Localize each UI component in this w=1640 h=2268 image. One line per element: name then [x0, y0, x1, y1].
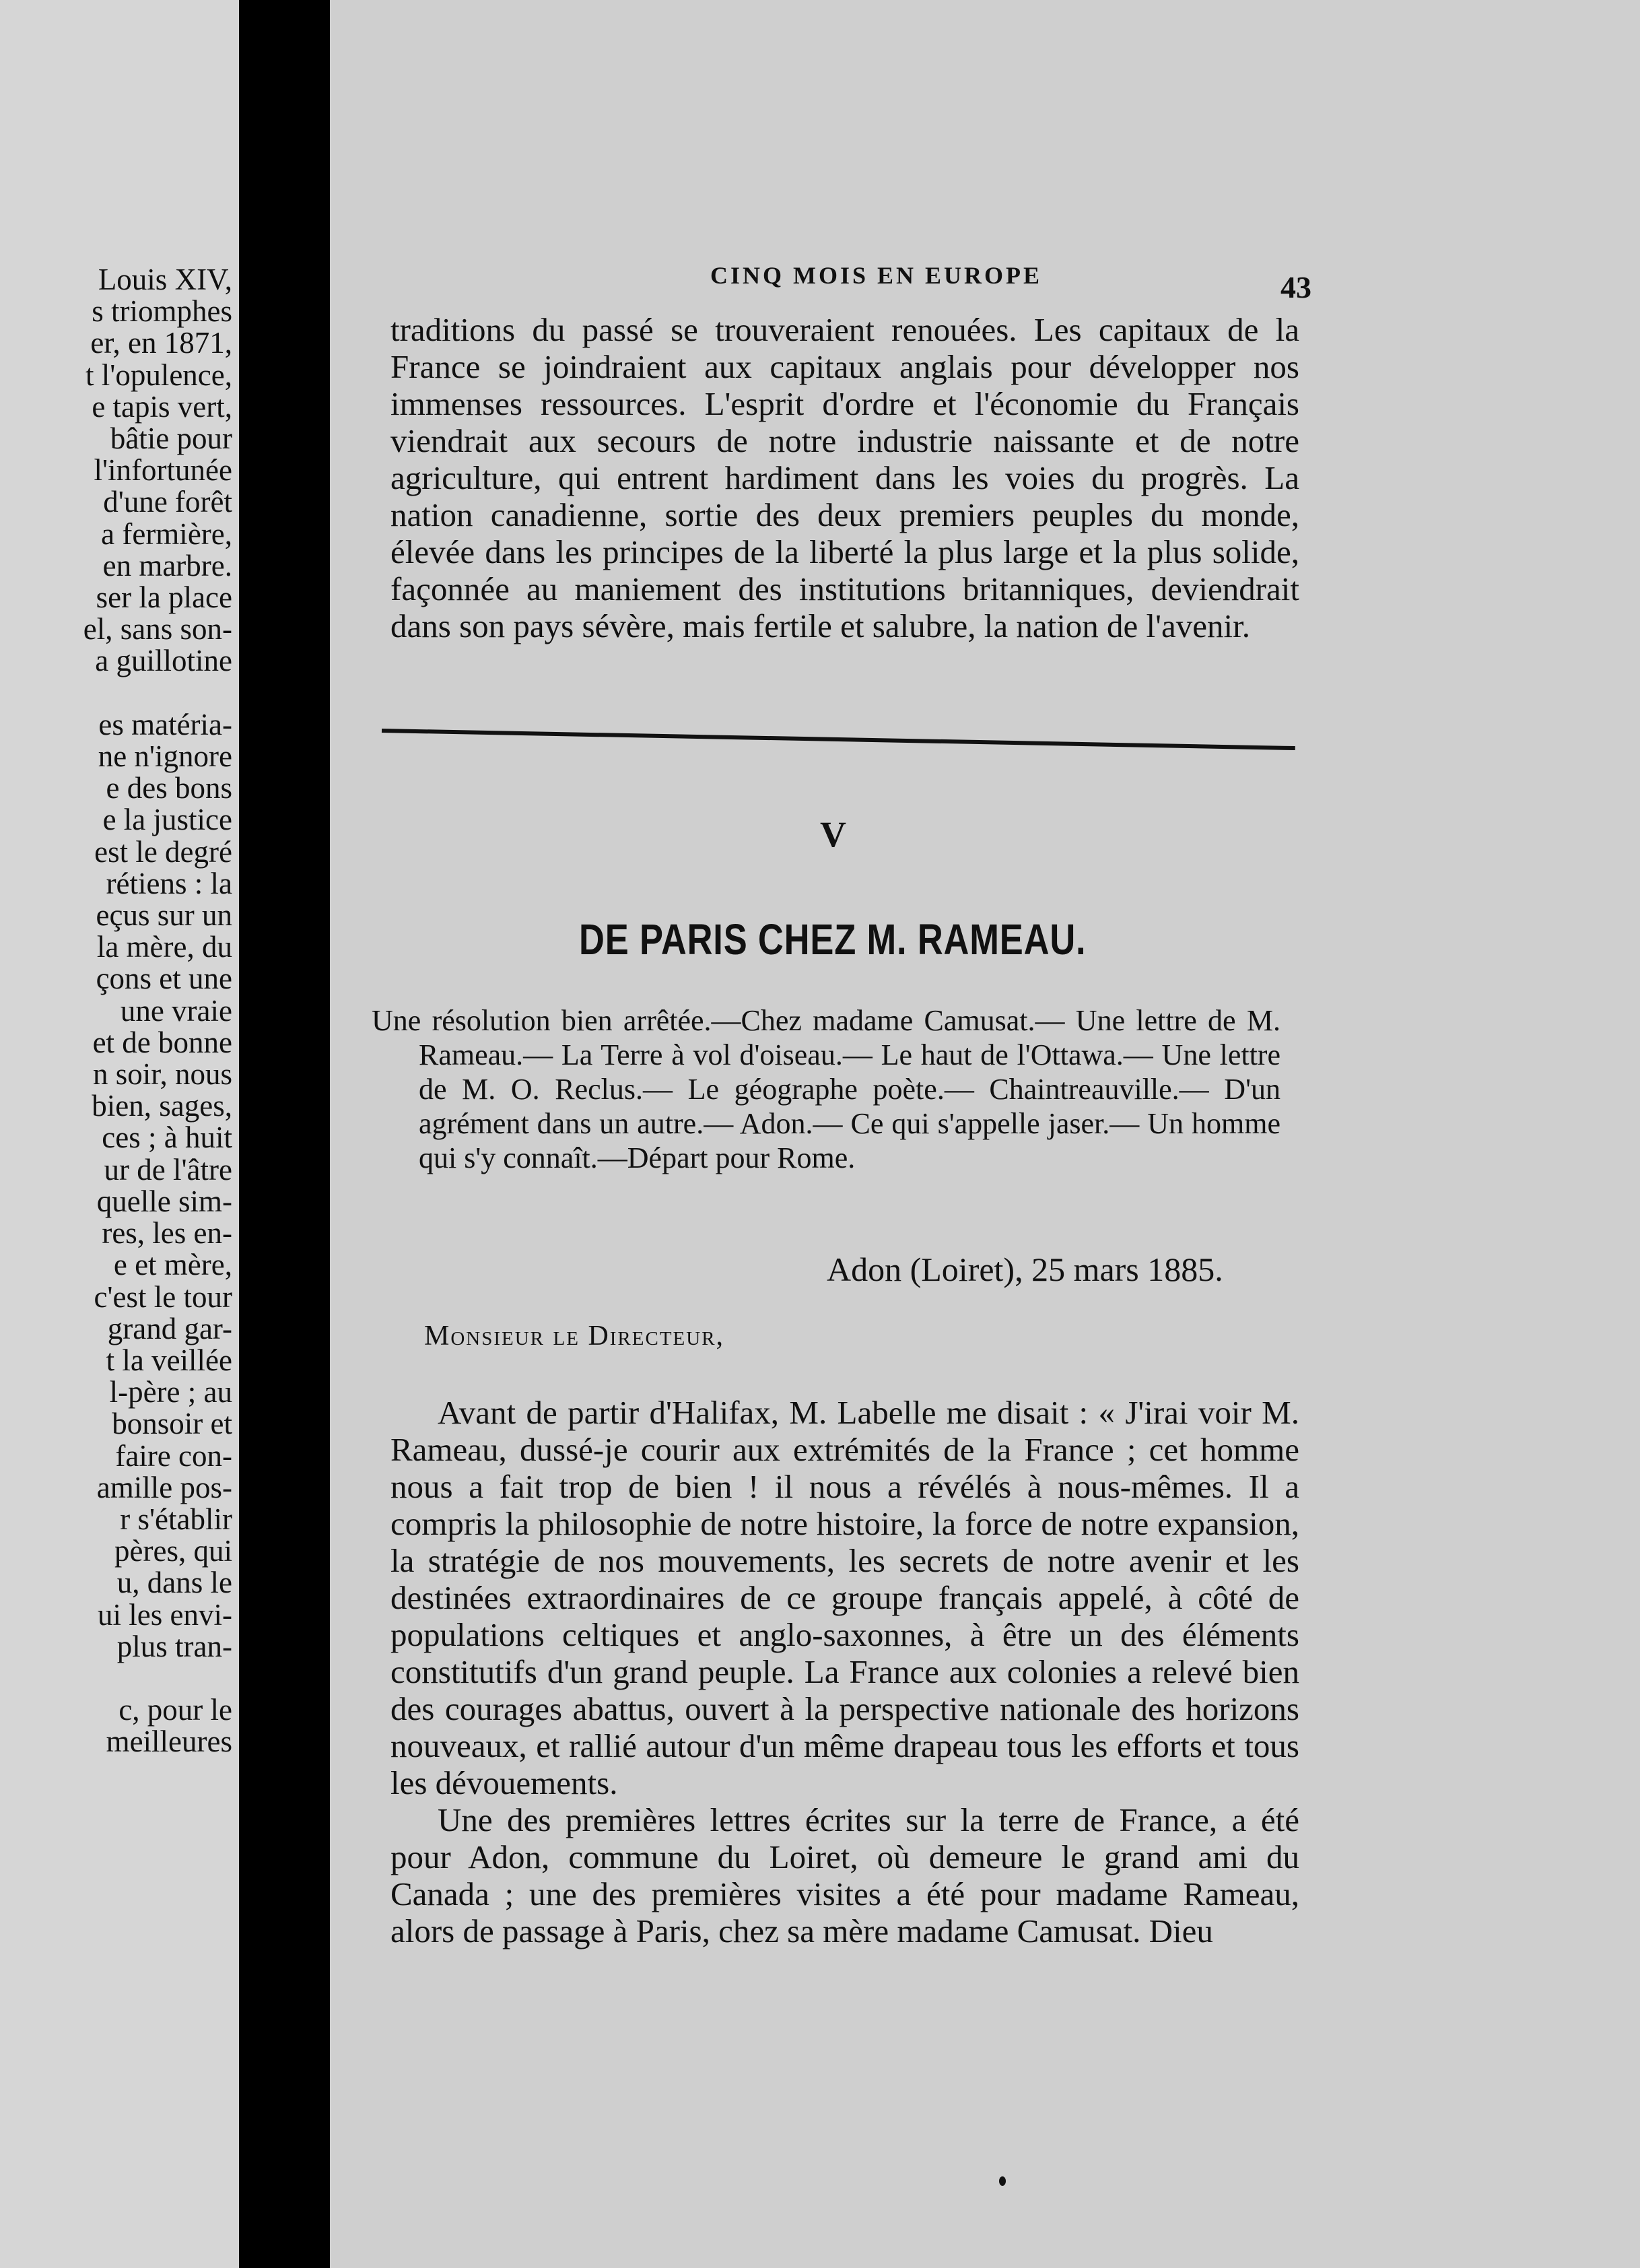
facing-page-line: e tapis vert,: [92, 389, 232, 424]
top-paragraph-block: [390, 311, 1299, 644]
facing-page-line: [0, 1663, 232, 1694]
facing-page-text: [0, 264, 232, 1758]
facing-page-line: ne n'ignore: [98, 739, 232, 774]
letter-paragraph-2: Une des premières lettres écrites sur la terre de France, a été pour Adon, commune du Loiret, où demeure le grand ami du Canada ; une des premières visites a été pour madame Rameau, alors de passage à Paris, chez sa mère madame Camusat. Dieu: [390, 1801, 1299, 1949]
facing-page-line: pères, qui: [114, 1534, 232, 1568]
continued-paragraph: traditions du passé se trouveraient renouées. Les capitaux de la France se joindraient aux capitaux anglais pour développer nos immenses ressources. L'esprit d'ordre et l'économie du Français viendrait aux secours de notre industrie naissante et de notre agriculture, qui entrent hardiment dans les voies du progrès. La nation canadienne, sortie des deux premiers peuples du monde, élevée dans les principes de la liberté la plus large et la plus solide, façonnée au maniement des institutions britanniques, deviendrait dans son pays sévère, mais fertile et salubre, la nation de l'avenir.: [390, 311, 1299, 644]
facing-page-line: çons et une: [96, 962, 232, 996]
facing-page-line: e des bons: [106, 771, 232, 805]
facing-page-line: t l'opulence,: [85, 358, 232, 392]
facing-page-line: ui les envi-: [98, 1597, 232, 1632]
facing-page-line: c'est le tour: [94, 1279, 232, 1314]
facing-page-line: u, dans le: [116, 1566, 232, 1600]
facing-page-line: a fermière,: [101, 516, 232, 551]
facing-page-line: en marbre.: [102, 548, 232, 582]
facing-page-line: amille pos-: [96, 1470, 232, 1504]
facing-page-line: est le degré: [94, 834, 232, 869]
facing-page-line: ces ; à huit: [102, 1121, 232, 1155]
facing-page-line: la mère, du: [96, 930, 232, 964]
facing-page-line: grand gar-: [107, 1311, 232, 1345]
book-gutter: [239, 0, 330, 2268]
chapter-summary-text: Une résolution bien arrêtée.—Chez madame Camusat.— Une lettre de M. Rameau.— La Terre à vol d'oiseau.— Le haut de l'Ottawa.— Une lettre de M. O. Reclus.— Le géographe poète.— Chaintreauville.— D'un agrément dans un autre.— Adon.— Ce qui s'appelle jaser.— Un homme qui s'y connaît.—Départ pour Rome.: [372, 1004, 1280, 1174]
facing-page-line: eçus sur un: [96, 898, 232, 933]
print-mark: [999, 2176, 1006, 2186]
chapter-number: V: [820, 814, 846, 855]
facing-page-fragment: [0, 0, 239, 2268]
facing-page-line: e et mère,: [113, 1248, 232, 1282]
facing-page-line: d'une forêt: [103, 485, 232, 519]
facing-page-line: n soir, nous: [93, 1057, 232, 1092]
page-number: 43: [1280, 270, 1311, 304]
facing-page-line: meilleures: [106, 1725, 232, 1759]
facing-page-line: bonsoir et: [112, 1407, 232, 1441]
facing-page-line: el, sans son-: [83, 612, 232, 646]
facing-page-line: e la justice: [102, 803, 232, 837]
facing-page-line: une vraie: [120, 993, 232, 1028]
facing-page-line: Louis XIV,: [98, 263, 232, 296]
chapter-summary: [372, 1003, 1280, 1175]
facing-page-line: r s'établir: [120, 1502, 232, 1536]
facing-page-line: quelle sim-: [96, 1184, 232, 1218]
facing-page-line: et de bonne: [92, 1025, 232, 1059]
facing-page-line: bien, sages,: [92, 1089, 232, 1123]
letter-paragraph-1: Avant de partir d'Halifax, M. Labelle me disait : « J'irai voir M. Rameau, dussé-je courir aux extrémités de la France ; cet homme nous a fait trop de bien ! il nous a révélés à nous-mêmes. Il a compris la philosophie de notre histoire, la force de notre expansion, la stratégie de nos mouvements, les secrets de notre avenir et les destinées extraordinaires de ce groupe français appelé, à côté de populations celtiques et anglo-saxonnes, à être un des éléments constitutifs d'un grand peuple. La France aux colonies a relevé bien des courages abattus, ouvert à la perspective nationale des horizons nouveaux, et rallié autour d'un même drapeau tous les efforts et tous les dévouements.: [390, 1394, 1299, 1801]
facing-page-line: ur de l'âtre: [104, 1152, 232, 1187]
facing-page-line: l-père ; au: [109, 1375, 232, 1409]
facing-page-line: faire con-: [115, 1438, 232, 1473]
facing-page-line: c, pour le: [118, 1693, 232, 1727]
facing-page-line: es matéria-: [98, 707, 232, 741]
facing-page-line: bâtie pour: [110, 422, 232, 456]
facing-page-line: res, les en-: [102, 1216, 232, 1250]
facing-page-line: a guillotine: [95, 644, 232, 678]
facing-page-line: plus tran-: [116, 1629, 232, 1663]
letter-body: [390, 1394, 1299, 1949]
facing-page-line: l'infortunée: [94, 453, 232, 488]
facing-page-line: rétiens : la: [106, 866, 232, 900]
chapter-title: DE PARIS CHEZ M. RAMEAU.: [579, 915, 1087, 964]
facing-page-line: t la veillée: [106, 1343, 232, 1377]
facing-page-line: er, en 1871,: [90, 326, 232, 360]
facing-page-line: ser la place: [96, 580, 232, 615]
letter-salutation: Monsieur le Directeur,: [424, 1321, 725, 1352]
running-header: CINQ MOIS EN EUROPE: [710, 262, 1043, 289]
facing-page-line: [0, 677, 232, 709]
facing-page-line: s triomphes: [92, 294, 232, 329]
letter-dateline: Adon (Loiret), 25 mars 1885.: [827, 1250, 1223, 1288]
